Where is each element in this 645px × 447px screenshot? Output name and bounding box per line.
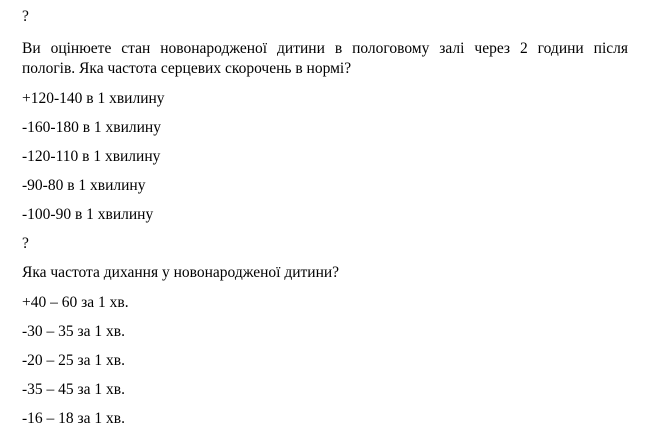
answer-option: -30 – 35 за 1 хв. (22, 323, 125, 340)
answer-option: -120-110 в 1 хвилину (22, 148, 161, 165)
answer-option: -160-180 в 1 хвилину (22, 119, 161, 136)
answer-option: -100-90 в 1 хвилину (22, 206, 154, 223)
answer-option: -20 – 25 за 1 хв. (22, 352, 125, 369)
question-text: Яка частота дихання у новонародженої дитини? (22, 264, 340, 281)
question-marker: ? (22, 235, 29, 252)
question-text (22, 39, 628, 79)
answer-option: -16 – 18 за 1 хв. (22, 410, 125, 427)
answer-option: -35 – 45 за 1 хв. (22, 381, 125, 398)
question-text-line: Ви оцінюете стан новонародженої дитини в пологовому залі через 2 години після (22, 40, 628, 57)
question-marker: ? (22, 8, 29, 25)
answer-option-correct: +40 – 60 за 1 хв. (22, 294, 129, 311)
answer-option: -90-80 в 1 хвилину (22, 177, 146, 194)
answer-option-correct: +120-140 в 1 хвилину (22, 90, 165, 107)
question-text-line: пологів. Яка частота серцевих скорочень в нормі? (22, 60, 352, 77)
